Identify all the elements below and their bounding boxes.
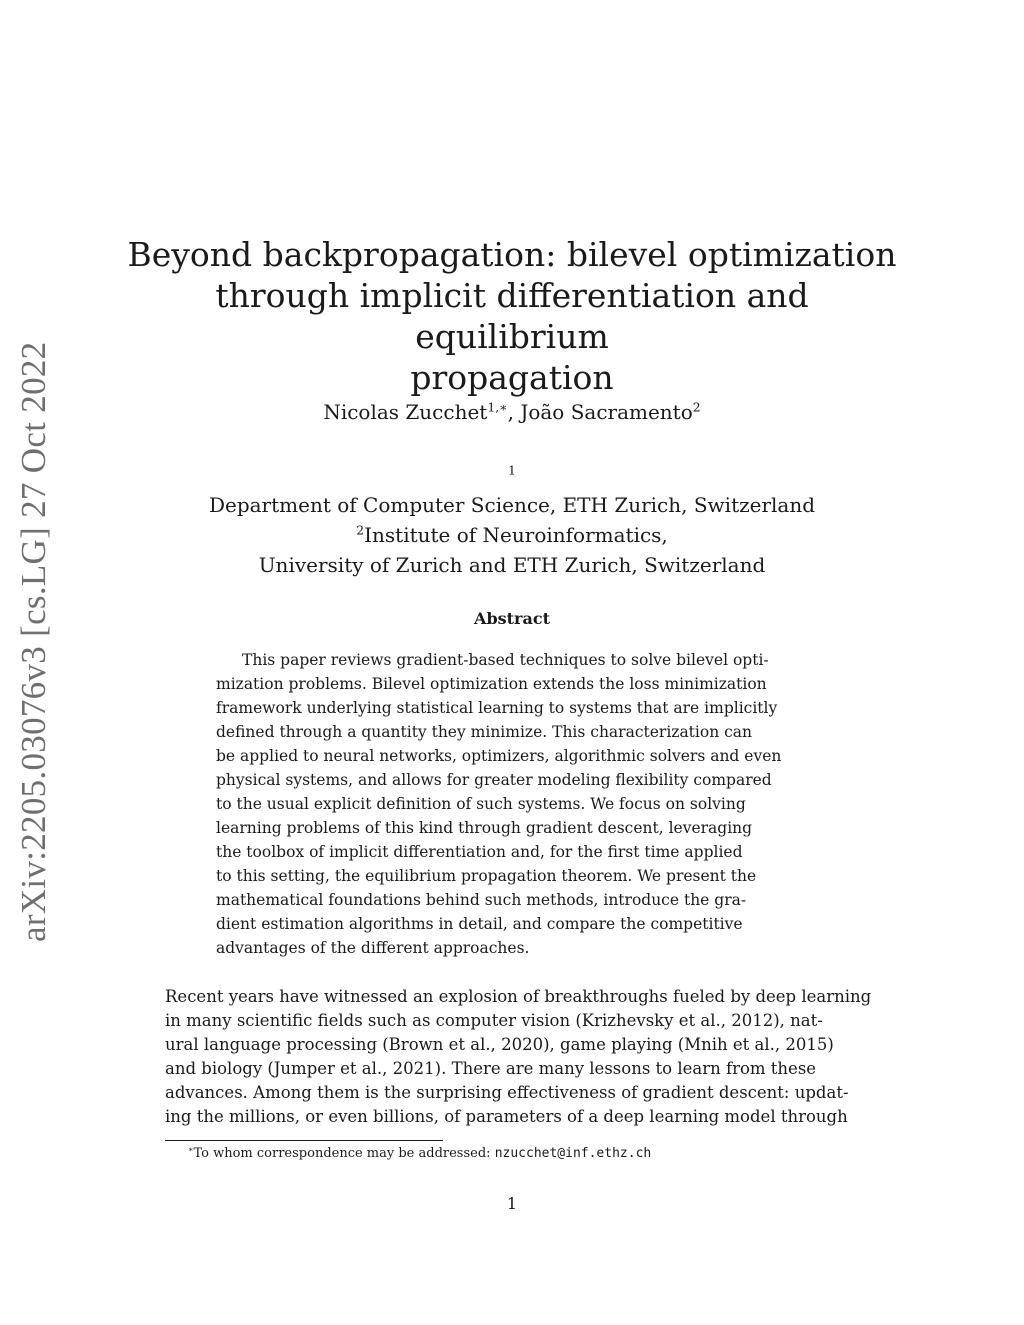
affiliation-marker: 1 xyxy=(508,462,516,478)
abstract-body xyxy=(216,648,810,960)
abstract-line: advantages of the different approaches. xyxy=(216,939,530,957)
abstract-heading: Abstract xyxy=(474,609,550,628)
abstract-line: mization problems. Bilevel optimization extends the loss minimization xyxy=(216,675,767,693)
author-list xyxy=(120,400,904,424)
body-line: ing the millions, or even billions, of parameters of a deep learning model through xyxy=(165,1107,848,1126)
affiliation-line xyxy=(120,460,904,520)
abstract-line: mathematical foundations behind such methods, introduce the gra- xyxy=(216,891,747,909)
footnote-marker: ∗ xyxy=(188,1145,194,1155)
footnote-divider xyxy=(165,1140,443,1141)
author-affiliation-marker: 2 xyxy=(692,399,701,415)
abstract-line: learning problems of this kind through gradient descent, leveraging xyxy=(216,819,753,837)
abstract-line: be applied to neural networks, optimizers, algorithmic solvers and even xyxy=(216,747,782,765)
abstract-line: dient estimation algorithms in detail, and compare the competitive xyxy=(216,915,743,933)
introduction-paragraph xyxy=(165,985,872,1129)
footnote-text: To whom correspondence may be addressed: xyxy=(193,1146,495,1161)
title-line: Beyond backpropagation: bilevel optimization xyxy=(127,235,897,274)
title-line: through implicit differentiation and equilibrium xyxy=(215,276,809,356)
abstract-line: physical systems, and allows for greater modeling flexibility compared xyxy=(216,771,772,789)
author-affiliation-marker: 1,∗ xyxy=(487,399,508,415)
affiliations xyxy=(120,460,904,580)
affiliation-text: Institute of Neuroinformatics, xyxy=(364,523,668,547)
body-line: in many scientific fields such as computer vision (Krizhevsky et al., 2012), nat- xyxy=(165,1011,823,1030)
page-number: 1 xyxy=(506,1194,518,1213)
abstract-line: the toolbox of implicit differentiation and, for the first time applied xyxy=(216,843,743,861)
affiliation-line: University of Zurich and ETH Zurich, Switzerland xyxy=(258,553,766,577)
correspondence-email[interactable]: nzucchet@inf.ethz.ch xyxy=(494,1146,652,1161)
body-line: Recent years have witnessed an explosion of breakthroughs fueled by deep learning xyxy=(165,987,872,1006)
body-line: advances. Among them is the surprising effectiveness of gradient descent: updat- xyxy=(165,1083,849,1102)
affiliation-text: Department of Computer Science, ETH Zurich, Switzerland xyxy=(208,493,816,517)
abstract-line: defined through a quantity they minimize. This characterization can xyxy=(216,723,753,741)
abstract-line: to the usual explicit definition of such systems. We focus on solving xyxy=(216,795,746,813)
author-name: João Sacramento xyxy=(520,400,693,424)
body-line: ural language processing (Brown et al., 2020), game playing (Mnih et al., 2015) xyxy=(165,1035,834,1054)
abstract-line: to this setting, the equilibrium propagation theorem. We present the xyxy=(216,867,757,885)
abstract-line: framework underlying statistical learning to systems that are implicitly xyxy=(216,699,778,717)
footnote xyxy=(188,1146,651,1161)
title-line: propagation xyxy=(410,358,614,397)
arxiv-identifier-stamp: arXiv:2205.03076v3 [cs.LG] 27 Oct 2022 xyxy=(14,341,53,942)
author-separator: , xyxy=(507,400,521,424)
author-name: Nicolas Zucchet xyxy=(323,400,488,424)
abstract-line: This paper reviews gradient-based techniques to solve bilevel opti- xyxy=(242,651,769,669)
affiliation-line xyxy=(120,520,904,550)
paper-title xyxy=(120,234,904,398)
affiliation-marker: 2 xyxy=(356,522,365,538)
body-line: and biology (Jumper et al., 2021). There are many lessons to learn from these xyxy=(165,1059,817,1078)
